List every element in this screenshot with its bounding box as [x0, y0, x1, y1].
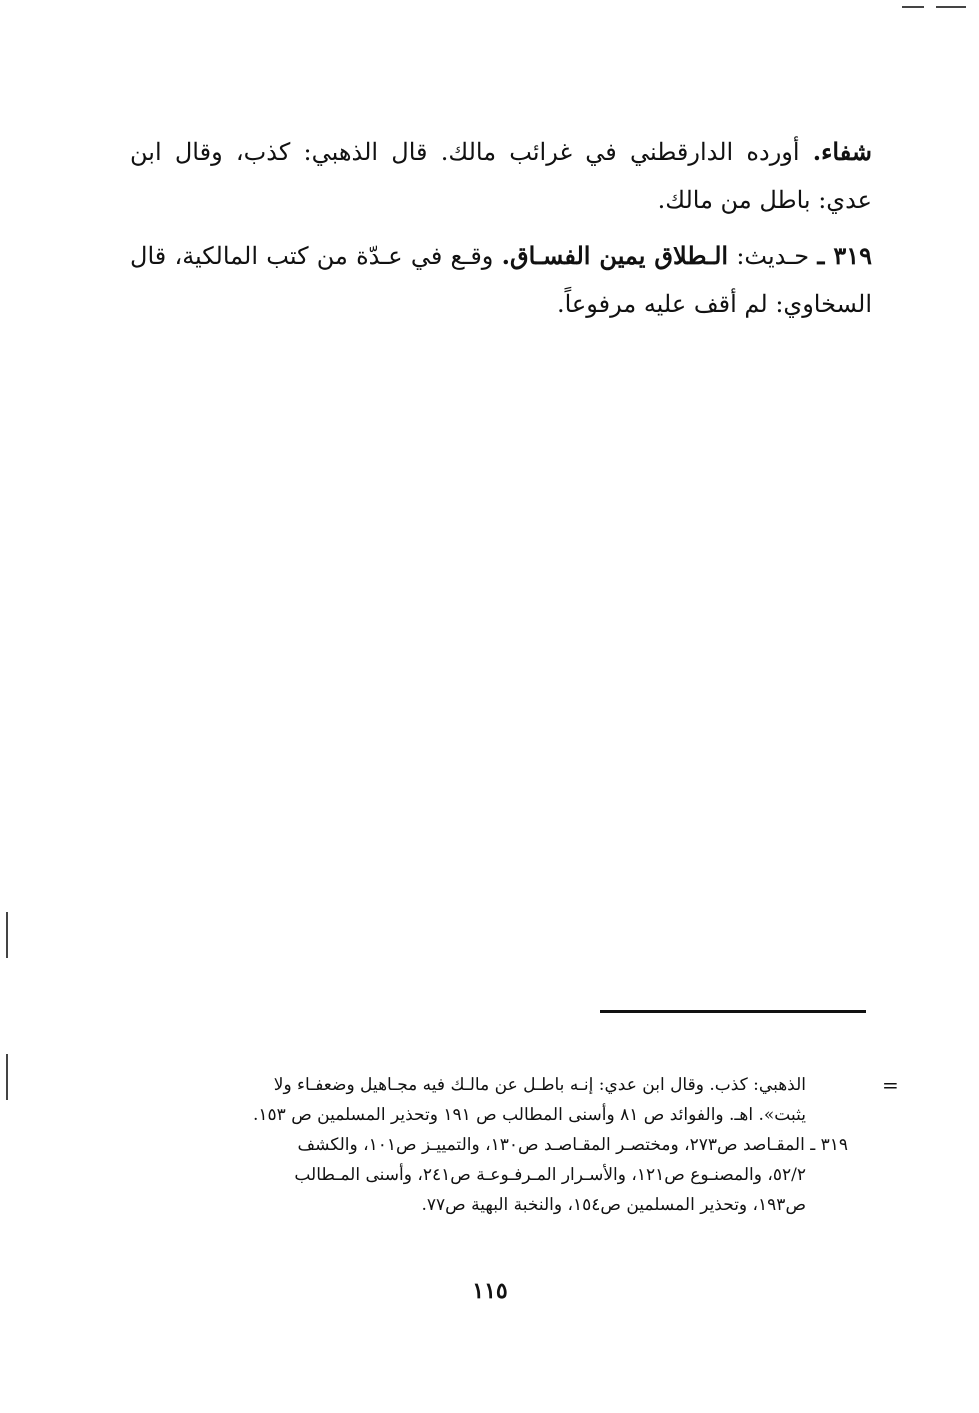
scan-mark-top-right: [936, 6, 966, 8]
paragraph-lead: شفاء.: [812, 137, 872, 166]
paragraph-text: عدي: باطل من مالك.: [657, 186, 872, 214]
footnote-line: ص١٩٣، وتحذير المسلمين ص١٥٤، والنخبة البهية ص٧٧.: [421, 1195, 806, 1215]
footnote-line: يثبت». اهـ. والفوائد ص ٨١ وأسنى المطالب ص ١٩١ وتحذير المسلمين ص ١٥٣.: [252, 1105, 806, 1125]
scan-mark-top-right: [902, 6, 924, 8]
paragraph-text: وقـع في عـدّة من كتب: [266, 242, 494, 270]
hadith-text: الـطلاق يمين الفسـاق.: [501, 241, 729, 270]
paragraph: [130, 232, 872, 328]
footnote-divider: [600, 1010, 866, 1013]
entry-number: ٣١٩ ـ: [817, 241, 872, 270]
paragraph-text: المالكية، قال السخاوي: لم أقف عليه مرفوعاً.: [130, 242, 872, 318]
page-number: ١١٥: [472, 1278, 508, 1304]
main-text: [130, 128, 872, 328]
scan-mark-left-edge: [6, 912, 8, 958]
footnotes: [126, 1070, 848, 1220]
scan-mark-left-edge: [6, 1054, 8, 1100]
paragraph-text: حـديث:: [736, 242, 810, 270]
footnote-line: الذهبي: كذب. وقال ابن عدي: إنـه باطـل عن مالـك فيه مجـاهيل وضعفـاء ولا: [273, 1075, 806, 1095]
footnote-line: ٥٢/٢، والمصنـوع ص١٢١، والأسـرار المـرفـوعـة ص٢٤١، وأسنى المـطالب: [294, 1165, 806, 1185]
footnote-continuation-mark: =: [882, 1073, 899, 1097]
paragraph: [130, 128, 872, 224]
paragraph-text: أورده الدارقطني في غرائب مالك. قال الذهبي: كذب، وقال ابن: [130, 138, 800, 166]
footnote-line: ٣١٩ ـ المقـاصد ص٢٧٣، ومختصـر المقـاصـد ص١٣٠، والتمييـز ص١٠١، والكشف: [297, 1135, 848, 1155]
